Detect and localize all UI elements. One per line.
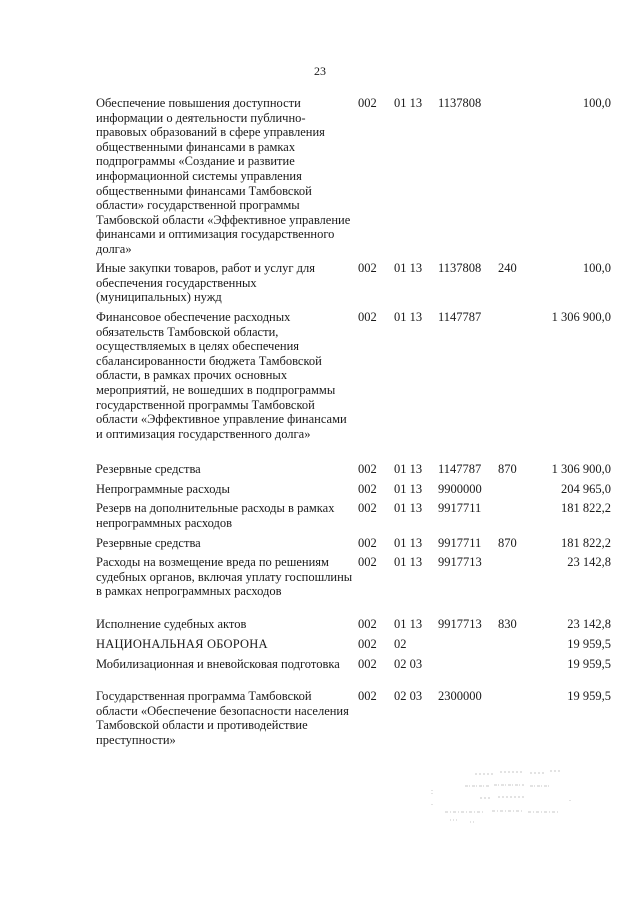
row-sum: 100,0 [582,96,611,110]
row-section-code: 01 13 [394,617,423,631]
row-name: Резерв на дополнительные расходы в рамках непрограммных расходов [96,501,335,530]
row-ministry-code: 002 [358,689,377,703]
table-row [96,689,611,751]
row-sum: 181 822,2 [561,501,611,515]
table-row [96,617,611,637]
row-ministry-code: 002 [358,96,377,110]
row-sum: 1 306 900,0 [551,462,611,476]
row-section-code: 02 [394,637,407,651]
row-section-code: 02 03 [394,689,423,703]
row-ministry-code: 002 [358,462,377,476]
table-row [96,482,611,501]
row-target-article: 1137808 [438,261,482,275]
table-row [96,261,611,310]
faint-stamp-mark [420,760,590,830]
row-section-code: 01 13 [394,96,423,110]
row-name: Финансовое обеспечение расходных обязательств Тамбовской области, осуществляемых в целях обеспечения сбалансированности бюджета Тамбовской области, в рамках прочих основных мероприятий, не вошедших в подпрограммы государственной программы Тамбовской области «Эффективное управление финансами и оптимизация государственного долга» [96,310,347,441]
row-ministry-code: 002 [358,310,377,324]
row-expense-type: 870 [498,536,517,550]
row-name: Государственная программа Тамбовской области «Обеспечение безопасности населения Тамбовской области и противодействие преступности» [96,689,349,747]
row-name: Мобилизационная и вневойсковая подготовка [96,657,340,671]
row-ministry-code: 002 [358,501,377,515]
row-target-article: 1147787 [438,462,482,476]
row-name: НАЦИОНАЛЬНАЯ ОБОРОНА [96,637,268,651]
row-section-code: 01 13 [394,536,423,550]
table-row [96,536,611,555]
row-sum: 23 142,8 [567,555,611,569]
table-row [96,657,611,689]
row-ministry-code: 002 [358,657,377,671]
row-ministry-code: 002 [358,637,377,651]
table-row [96,555,611,617]
row-name: Резервные средства [96,462,201,476]
table-row [96,462,611,482]
row-ministry-code: 002 [358,617,377,631]
table-row [96,96,611,261]
row-target-article: 2300000 [438,689,482,703]
row-section-code: 01 13 [394,482,423,496]
table-row [96,637,611,657]
table-row [96,501,611,536]
row-target-article: 1137808 [438,96,482,110]
row-target-article: 9917711 [438,501,482,515]
row-target-article: 9917711 [438,536,482,550]
row-sum: 19 959,5 [567,689,611,703]
row-name: Непрограммные расходы [96,482,230,496]
page-number: 23 [314,64,326,78]
row-expense-type: 240 [498,261,517,275]
row-name: Иные закупки товаров, работ и услуг для обеспечения государственных (муниципальных) нужд [96,261,316,305]
row-section-code: 01 13 [394,501,423,515]
row-sum: 19 959,5 [567,657,611,671]
row-name: Исполнение судебных актов [96,617,247,631]
row-sum: 19 959,5 [567,637,611,651]
row-section-code: 01 13 [394,310,423,324]
row-name: Расходы на возмещение вреда по решениям судебных органов, включая уплату госпошлины в рамках непрограммных расходов [96,555,353,599]
table-row [96,310,611,462]
row-ministry-code: 002 [358,555,377,569]
row-sum: 23 142,8 [567,617,611,631]
row-expense-type: 870 [498,462,517,476]
row-ministry-code: 002 [358,536,377,550]
row-sum: 181 822,2 [561,536,611,550]
row-ministry-code: 002 [358,261,377,275]
row-name: Обеспечение повышения доступности информации о деятельности публично-правовых образований в сфере управления общественными финансами в рамках подпрограммы «Создание и развитие информационной системы управления общественными финансами Тамбовской области» государственной программы Тамбовской области «Эффективное управление финансами и оптимизация государственного долга» [96,96,351,256]
row-ministry-code: 002 [358,482,377,496]
row-expense-type: 830 [498,617,517,631]
row-sum: 204 965,0 [561,482,611,496]
row-section-code: 01 13 [394,555,423,569]
row-section-code: 01 13 [394,261,423,275]
budget-table [96,96,611,751]
row-section-code: 02 03 [394,657,423,671]
row-name: Резервные средства [96,536,201,550]
row-target-article: 9917713 [438,555,482,569]
row-section-code: 01 13 [394,462,423,476]
row-sum: 100,0 [582,261,611,275]
row-sum: 1 306 900,0 [551,310,611,324]
row-target-article: 1147787 [438,310,482,324]
row-target-article: 9917713 [438,617,482,631]
row-target-article: 9900000 [438,482,482,496]
